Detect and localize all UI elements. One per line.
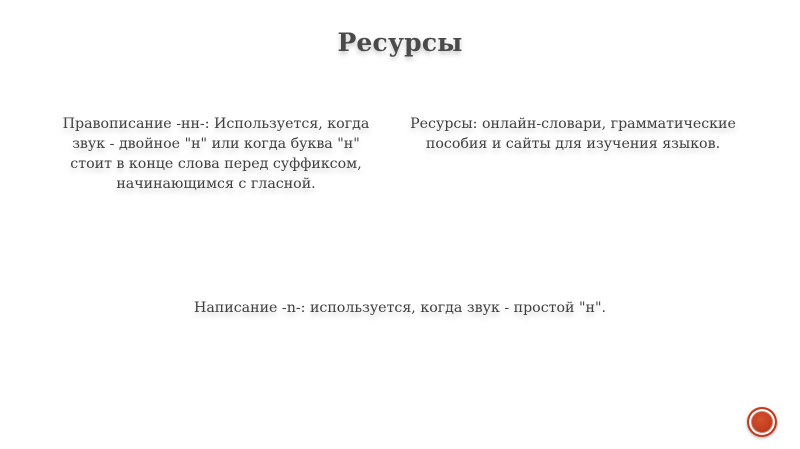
slide-title: Ресурсы <box>337 28 463 57</box>
left-text-block: Правописание -нн-: Используется, когда звук - двойное "н" или когда буква "н" стоит в конце слова перед суффиксом, начинающимся с гласной. <box>62 116 370 192</box>
right-text-block: Ресурсы: онлайн-словари, грамматические пособия и сайты для изучения языков. <box>410 116 736 152</box>
bottom-text-block: Написание -n-: используется, когда звук - простой "н". <box>193 300 607 316</box>
next-slide-icon[interactable] <box>747 407 777 437</box>
